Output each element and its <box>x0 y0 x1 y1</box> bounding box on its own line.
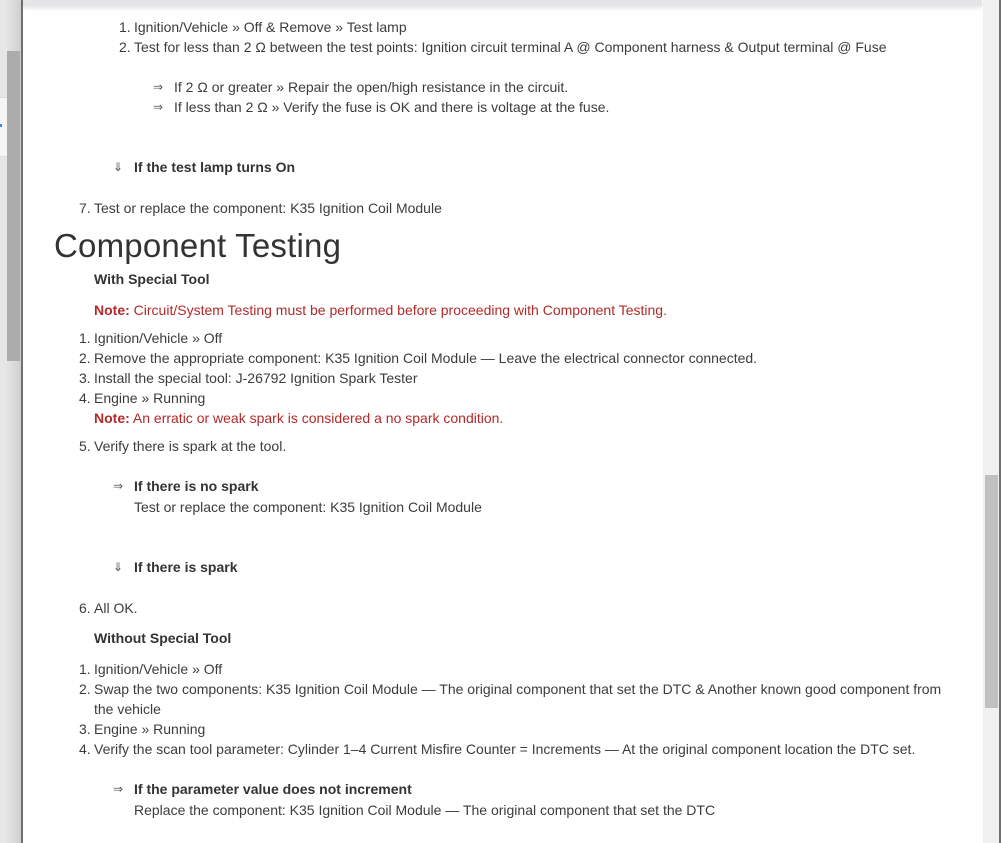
step-number: 3. <box>79 721 91 737</box>
note <box>94 301 667 319</box>
panel-divider <box>21 0 23 843</box>
step-number: 1. <box>79 661 91 677</box>
arrow-right-icon: ⇒ <box>113 479 124 493</box>
step-text: Verify the scan tool parameter: Cylinder 1–4 Current Misfire Counter = Increments — At the original component location the DTC set. <box>94 741 916 757</box>
result-text: Replace the component: K35 Ignition Coil Module — The original component that set the DTC <box>134 802 716 818</box>
step-text: Swap the two components: K35 Ignition Coil Module — The original component that set the DTC & Another known good component from <box>94 681 942 697</box>
step-number: 1. <box>119 19 131 35</box>
result-text: Test or replace the component: K35 Ignition Coil Module <box>134 499 482 515</box>
right-scrollbar-thumb[interactable] <box>985 475 998 708</box>
result-text: If less than 2 Ω » Verify the fuse is OK and there is voltage at the fuse. <box>174 99 610 115</box>
step-text: All OK. <box>94 600 138 616</box>
step-number: 4. <box>79 390 91 406</box>
step-text: Install the special tool: J-26792 Ignition Spark Tester <box>94 370 418 386</box>
result-heading: If there is no spark <box>134 478 259 494</box>
step-number: 3. <box>79 370 91 386</box>
arrow-down-icon: ⇓ <box>113 160 124 174</box>
step-text: Engine » Running <box>94 721 206 737</box>
arrow-right-icon: ⇒ <box>153 80 164 94</box>
step-number: 2. <box>79 350 91 366</box>
note-label: Note: <box>94 410 130 426</box>
step-number: 5. <box>79 438 91 454</box>
step-text-continued: the vehicle <box>94 701 161 717</box>
note <box>94 409 503 427</box>
subsection-heading: Without Special Tool <box>94 630 232 646</box>
result-heading: If the test lamp turns On <box>134 159 296 175</box>
right-scrollbar-track[interactable] <box>983 0 999 843</box>
note-text: An erratic or weak spark is considered a no spark condition. <box>129 410 504 426</box>
result-heading: If there is spark <box>134 559 238 575</box>
step-number: 6. <box>79 600 91 616</box>
top-toolbar <box>23 0 982 6</box>
note-text: Circuit/System Testing must be performed before proceeding with Component Testing. <box>129 302 667 318</box>
step-number: 2. <box>119 39 131 55</box>
left-panel-indicator <box>0 124 2 127</box>
step-text: Verify there is spark at the tool. <box>94 438 287 454</box>
step-text: Remove the appropriate component: K35 Ignition Coil Module — Leave the electrical connector connected. <box>94 350 758 366</box>
step-number: 4. <box>79 741 91 757</box>
step-number: 2. <box>79 681 91 697</box>
step-text: Ignition/Vehicle » Off & Remove » Test lamp <box>134 19 407 35</box>
step-number: 7. <box>79 200 91 216</box>
arrow-right-icon: ⇒ <box>113 782 124 796</box>
result-heading: If the parameter value does not increment <box>134 781 412 797</box>
subsection-heading: With Special Tool <box>94 271 210 287</box>
step-text: Test for less than 2 Ω between the test points: Ignition circuit terminal A @ Component harness & Output terminal @ Fuse <box>134 39 887 55</box>
step-text: Ignition/Vehicle » Off <box>94 330 223 346</box>
step-text: Ignition/Vehicle » Off <box>94 661 223 677</box>
arrow-right-icon: ⇒ <box>153 100 164 114</box>
section-title: Component Testing <box>54 227 342 264</box>
result-text: If 2 Ω or greater » Repair the open/high resistance in the circuit. <box>174 79 569 95</box>
step-text: Engine » Running <box>94 390 206 406</box>
arrow-down-icon: ⇓ <box>113 560 124 574</box>
step-number: 1. <box>79 330 91 346</box>
note-label: Note: <box>94 302 130 318</box>
left-scrollbar-thumb[interactable] <box>7 51 20 361</box>
step-text: Test or replace the component: K35 Ignition Coil Module <box>94 200 442 216</box>
left-panel-widget[interactable] <box>0 97 7 157</box>
